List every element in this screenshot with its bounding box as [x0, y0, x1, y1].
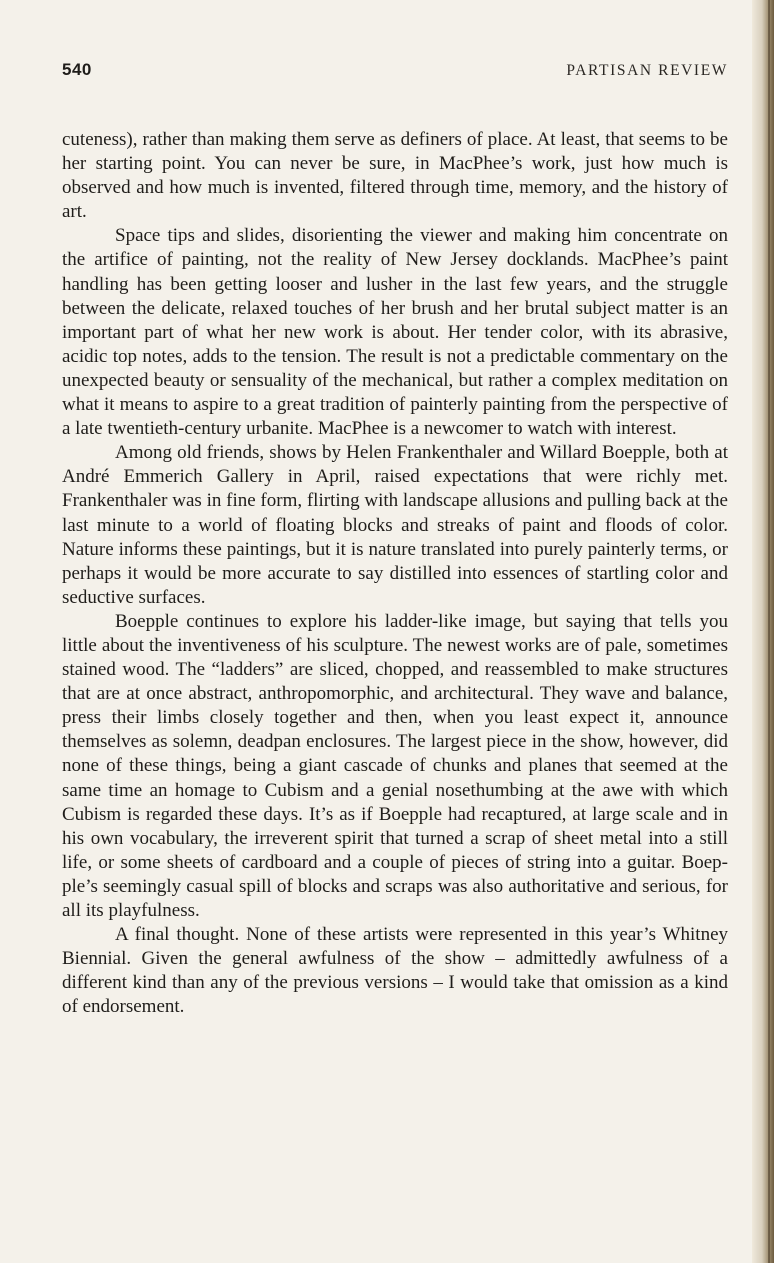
page-gutter-edge	[752, 0, 774, 1263]
paragraph-5: A final thought. None of these artists were represented in this year’s Whitney Biennial. Given the general awfulness of the show – admittedly awfulness of a different kind than any of the previous versions – I would take that omission as a kind of endorsement.	[62, 924, 728, 1018]
paragraph-1: cuteness), rather than making them serve as definers of place. At least, that seems to be her starting point. You can never be sure, in MacPhee’s work, just how much is observed and how much is invented, filtered through time, memory, and the history of art.	[62, 129, 728, 223]
paragraph-2: Space tips and slides, disorienting the viewer and making him concentrate on the artifice of painting, not the reality of New Jersey docklands. MacPhee’s paint handling has been getting looser and lusher in the last few years, and the struggle between the delicate, relaxed touches of her brush and her brutal subject matter is an important part of what her new work is about. Her tender color, with its abrasive, acidic top notes, adds to the tension. The result is not a predictable commentary on the unexpected beauty or sensuality of the mechanical, but rather a complex meditation on what it means to aspire to a great tradition of painterly painting from the perspective of a late twentieth-century urbanite. MacPhee is a newcomer to watch with interest.	[62, 225, 728, 440]
paragraph-4: Boepple continues to explore his ladder-like image, but saying that tells you little about the inventiveness of his sculpture. The newest works are of pale, sometimes stained wood. The “ladders” are sliced, chopped, and reassembled to make structures that are at once abstract, anthropomorphic, and architectural. They wave and balance, press their limbs closely together and then, when you least expect it, announce themselves as solemn, deadpan enclosures. The largest piece in the show, however, did none of these things, being a giant cascade of chunks and planes that seemed at the same time an homage to Cubism and a genial nosethumbing at the awe with which Cubism is regarded these days. It’s as if Boepple had recaptured, at large scale and in his own vocabulary, the irreverent spirit that turned a scrap of sheet metal into a still life, or some sheets of cardboard and a couple of pieces of string into a guitar. Boepple’s seemingly casual spill of blocks and scraps was also authoritative and serious, for all its playfulness.	[62, 610, 728, 921]
article-body	[62, 128, 728, 1019]
page-number: 540	[62, 60, 92, 79]
running-head: PARTISAN REVIEW	[566, 62, 728, 79]
page-header	[62, 60, 728, 84]
paragraph-3: Among old friends, shows by Helen Frankenthaler and Willard Boepple, both at André Emmerich Gallery in April, raised expectations that were richly met. Frankenthaler was in fine form, flirting with landscape allusions and pulling back at the last minute to a world of floating blocks and streaks of paint and floods of color. Nature informs these paintings, but it is nature translated into purely painterly terms, or perhaps it would be more accurate to say distilled into essences of startling color and seductive surfaces.	[62, 442, 728, 608]
